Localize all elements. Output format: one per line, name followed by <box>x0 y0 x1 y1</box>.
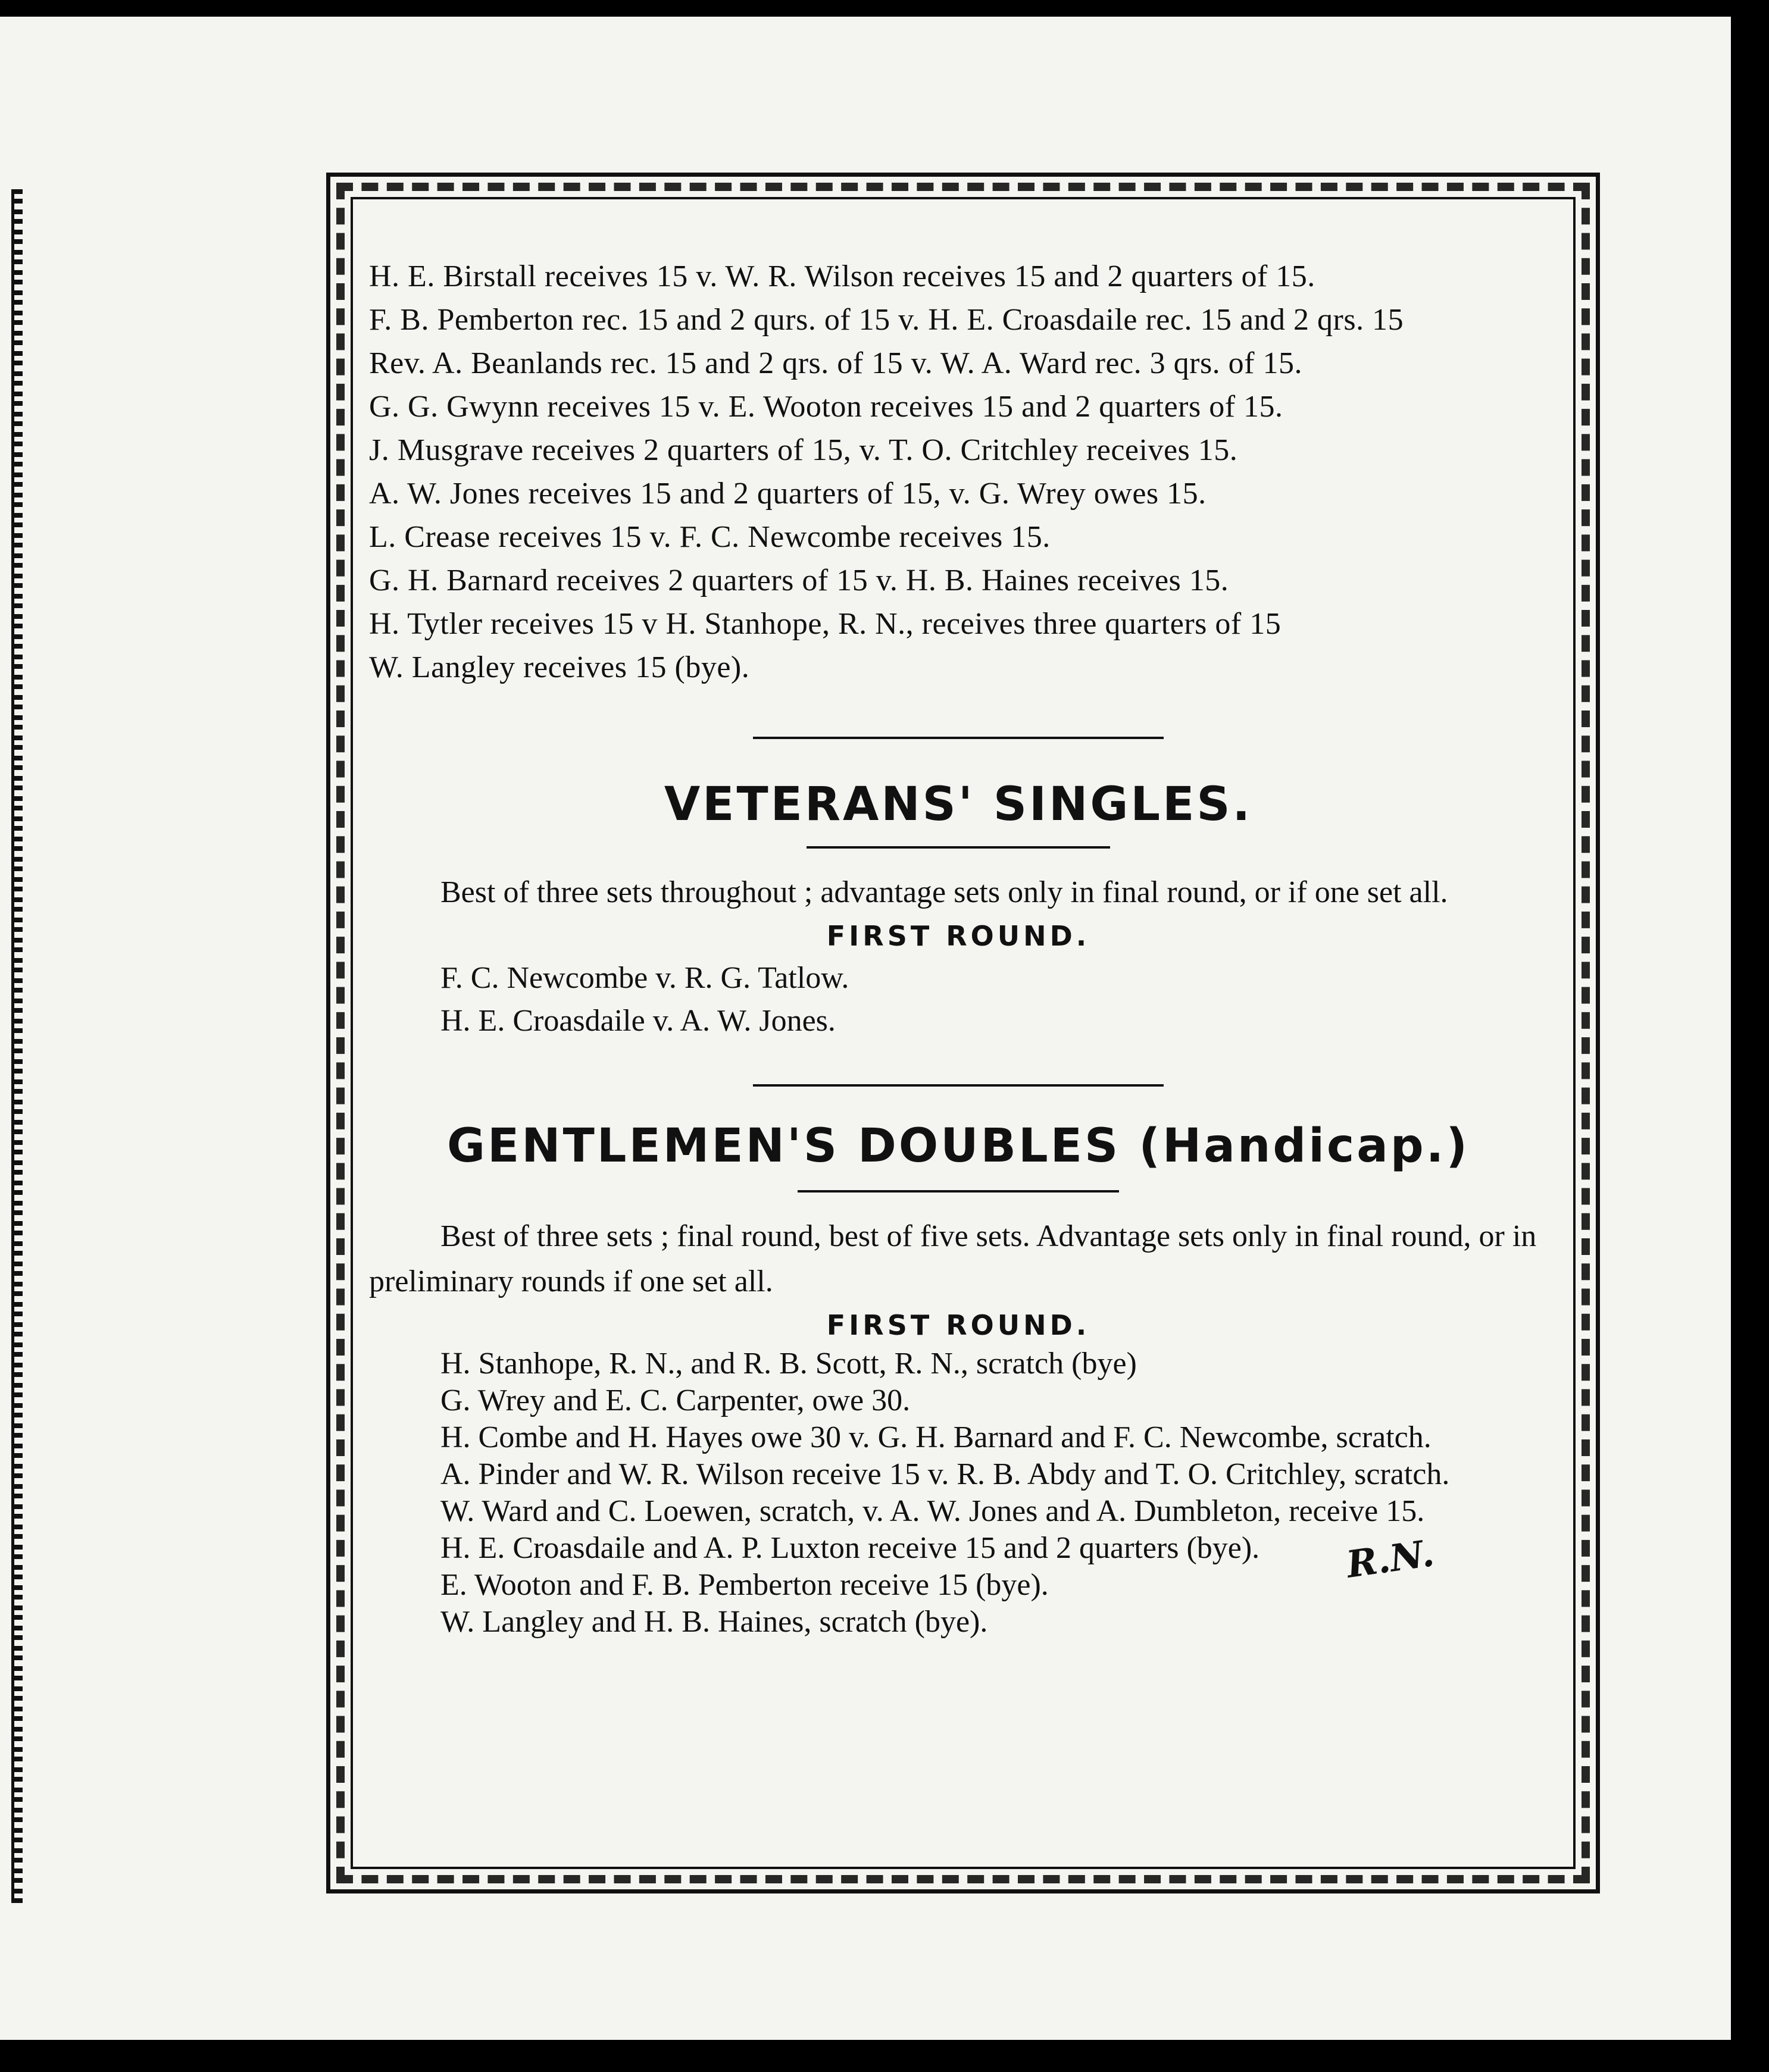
doubles-match: H. Stanhope, R. N., and R. B. Scott, R. N., scratch (bye) <box>440 1347 1137 1381</box>
handwritten-annotation: R.N. <box>1343 1531 1437 1586</box>
doubles-match: G. Wrey and E. C. Carpenter, owe 30. <box>440 1384 911 1417</box>
section-divider <box>753 1084 1164 1087</box>
section-divider <box>753 737 1164 739</box>
veterans-match: F. C. Newcombe v. R. G. Tatlow. <box>440 961 849 995</box>
doubles-round-label: FIRST ROUND. <box>826 1309 1090 1341</box>
title-underline <box>807 846 1110 849</box>
page-content <box>369 255 1548 1641</box>
doubles-match: E. Wooton and F. B. Pemberton receive 15 (bye). <box>440 1568 1049 1602</box>
handicap-line: Rev. A. Beanlands rec. 15 and 2 qrs. of 15 v. W. A. Ward rec. 3 qrs. of 15. <box>369 346 1302 380</box>
veterans-round-label: FIRST ROUND. <box>826 920 1090 952</box>
title-underline <box>798 1190 1119 1193</box>
doubles-match: A. Pinder and W. R. Wilson receive 15 v. R. B. Abdy and T. O. Critchley, scratch. <box>440 1457 1450 1491</box>
document-page <box>0 17 1731 2040</box>
handicap-line: G. G. Gwynn receives 15 v. E. Wooton receives 15 and 2 quarters of 15. <box>369 390 1283 424</box>
handicap-line: G. H. Barnard receives 2 quarters of 15 v. H. B. Haines receives 15. <box>369 564 1229 597</box>
doubles-match: W. Ward and C. Loewen, scratch, v. A. W. Jones and A. Dumbleton, receive 15. <box>440 1494 1425 1528</box>
veterans-title: VETERANS' SINGLES. <box>664 778 1253 831</box>
handicap-line: H. E. Birstall receives 15 v. W. R. Wilson receives 15 and 2 quarters of 15. <box>369 259 1315 293</box>
doubles-title: GENTLEMEN'S DOUBLES (Handicap.) <box>447 1119 1470 1173</box>
handicap-line: J. Musgrave receives 2 quarters of 15, v. T. O. Critchley receives 15. <box>369 433 1238 467</box>
veterans-match: H. E. Croasdaile v. A. W. Jones. <box>440 1004 836 1038</box>
handicap-line: A. W. Jones receives 15 and 2 quarters of 15, v. G. Wrey owes 15. <box>369 477 1207 511</box>
veterans-rules: Best of three sets throughout ; advantage sets only in final round, or if one set all. <box>440 875 1448 909</box>
handicap-line: F. B. Pemberton rec. 15 and 2 qurs. of 15 v. H. E. Croasdaile rec. 15 and 2 qrs. 15 <box>369 303 1404 337</box>
doubles-match: W. Langley and H. B. Haines, scratch (bye). <box>440 1605 988 1639</box>
handicap-line: L. Crease receives 15 v. F. C. Newcombe receives 15. <box>369 520 1051 554</box>
handicap-line: H. Tytler receives 15 v H. Stanhope, R. N., receives three quarters of 15 <box>369 607 1282 641</box>
handicap-list <box>369 255 1548 689</box>
doubles-match: H. Combe and H. Hayes owe 30 v. G. H. Barnard and F. C. Newcombe, scratch. <box>440 1420 1432 1454</box>
left-page-border <box>0 189 38 1903</box>
veterans-section <box>369 775 1548 1043</box>
doubles-match: H. E. Croasdaile and A. P. Luxton receive 15 and 2 quarters (bye). <box>440 1531 1260 1565</box>
handicap-line: W. Langley receives 15 (bye). <box>369 650 750 684</box>
doubles-rules: Best of three sets ; final round, best of five sets. Advantage sets only in final round, or in preliminary rounds if one set all. <box>369 1219 1537 1298</box>
